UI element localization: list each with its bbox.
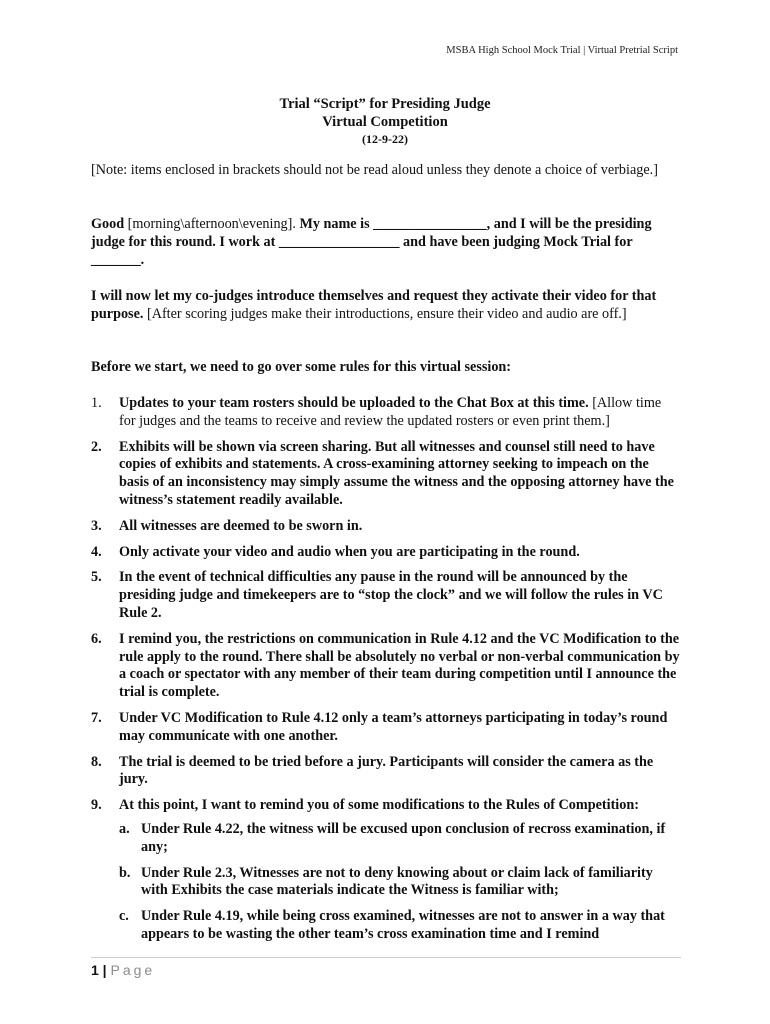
rule-number: 7. (91, 709, 102, 726)
rule-item (91, 569, 681, 622)
rule-number: 9. (91, 797, 102, 814)
rule-note: [Allow time for judges and the teams to receive and review the updated rosters or even print them.] (119, 395, 662, 429)
greeting-paragraph (91, 216, 681, 269)
rule-number: 4. (91, 543, 102, 560)
sub-rule-text: Under Rule 2.3, Witnesses are not to deny knowing about or claim lack of familiarity with Exhibits the case materials indicate the Witness is familiar with; (141, 864, 653, 899)
rule-text: At this point, I want to remind you of some modifications to the Rules of Competition: (119, 797, 639, 814)
document-title: Trial “Script” for Presiding Judge (279, 96, 491, 112)
sub-rule-text: Under Rule 4.19, while being cross examined, witnesses are not to answer in a way that appears to be wasting the other team’s cross examination time and I remind (141, 908, 665, 942)
rule-text: Under VC Modification to Rule 4.12 only a team’s attorneys participating in today’s round may communicate with one another. (119, 709, 668, 744)
document-date: (12-9-22) (362, 132, 408, 146)
cojudges-paragraph (91, 288, 681, 324)
note-paragraph: [Note: items enclosed in brackets should not be read aloud unless they denote a choice of verbiage.] (91, 162, 658, 178)
rule-number: 8. (91, 753, 102, 770)
rules-intro: Before we start, we need to go over some rules for this virtual session: (91, 359, 512, 375)
rule-number: 3. (91, 517, 102, 534)
greeting-choice: [morning\afternoon\evening]. (124, 216, 300, 232)
rule-item (91, 395, 681, 431)
rule-text: Exhibits will be shown via screen sharing. But all witnesses and counsel still need to have copies of exhibits and statements. A cross-examining attorney seeking to impeach on the basis of an inconsistency may simply assume the witness and the opposing attorney have the witness’s statement readily available. (119, 438, 674, 508)
rule-text: Updates to your team rosters should be uploaded to the Chat Box at this time. (119, 395, 589, 411)
document-subtitle: Virtual Competition (322, 114, 448, 130)
rule-number: 2. (91, 438, 102, 455)
rule-text: In the event of technical difficulties any pause in the round will be announced by the presiding judge and timekeepers are to “stop the clock” and we will follow the rules in VC Rule 2. (119, 569, 663, 621)
footer-divider (91, 957, 681, 958)
sub-rule-item (119, 865, 681, 901)
rule-item (91, 710, 681, 746)
sub-rule-letter: b. (119, 864, 131, 881)
rule-number: 5. (91, 569, 102, 586)
sub-rule-letter: a. (119, 820, 130, 837)
rule-text: I remind you, the restrictions on communication in Rule 4.12 and the VC Modification to the rule apply to the round. There shall be absolutely no verbal or non-verbal communication by a coach or spectator with any member of their team during competition until I announce the trial is complete. (119, 630, 680, 701)
sub-rule-item (119, 821, 681, 857)
sub-rule-item (119, 908, 681, 944)
rule-item (91, 439, 681, 510)
page-footer (91, 962, 155, 978)
rule-item (91, 544, 681, 562)
sub-rule-text: Under Rule 4.22, the witness will be excused upon conclusion of recross examination, if any; (141, 820, 666, 855)
rule-item (91, 518, 681, 536)
rule-text: All witnesses are deemed to be sworn in. (119, 517, 363, 534)
rules-list (91, 395, 681, 952)
rule-item (91, 754, 681, 790)
cojudges-note: [After scoring judges make their introductions, ensure their video and audio are off.] (143, 305, 627, 322)
rule-number: 1. (91, 395, 102, 411)
rule-number: 6. (91, 630, 102, 647)
rule-text: The trial is deemed to be tried before a jury. Participants will consider the camera as the jury. (119, 753, 654, 788)
running-header: MSBA High School Mock Trial | Virtual Pretrial Script (446, 45, 678, 56)
rule-text: Only activate your video and audio when you are participating in the round. (119, 543, 580, 560)
greeting-rest: My name is ________________, and I will be the presiding judge for this round. I work at _________________ and have been judging Mock Trial for _______. (91, 216, 652, 268)
cojudges-bold: I will now let my co-judges introduce themselves and request they activate their video for that purpose. (91, 288, 657, 322)
rule-item (91, 631, 681, 702)
title-block (0, 95, 770, 147)
sub-rules-list (119, 821, 681, 944)
sub-rule-letter: c. (119, 908, 129, 925)
greeting-good: Good (91, 216, 125, 232)
rule-item (91, 797, 681, 944)
page-number: 1 (91, 962, 99, 978)
page-separator: | (98, 962, 111, 978)
page-label: Page (110, 962, 156, 978)
